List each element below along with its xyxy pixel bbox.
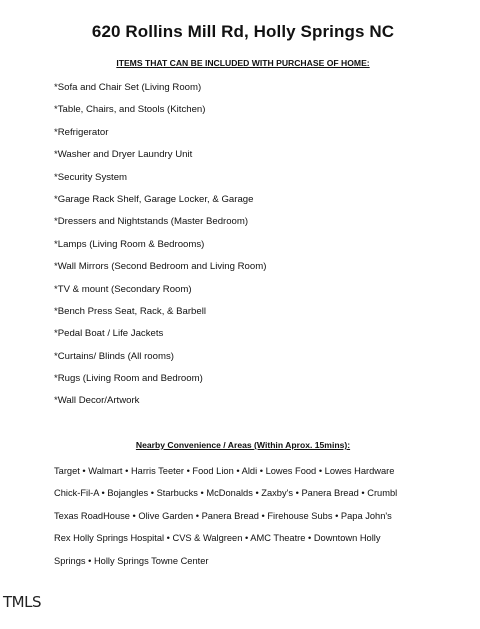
list-item: *Garage Rack Shelf, Garage Locker, & Garage (54, 193, 254, 205)
included-items-heading: ITEMS THAT CAN BE INCLUDED WITH PURCHASE OF HOME: (116, 58, 370, 68)
nearby-line: Chick-Fil-A • Bojangles • Starbucks • McDonalds • Zaxby's • Panera Bread • Crumbl (54, 488, 398, 499)
list-item: *Lamps (Living Room & Bedrooms) (54, 238, 205, 250)
nearby-line: Rex Holly Springs Hospital • CVS & Walgreen • AMC Theatre • Downtown Holly (54, 533, 381, 544)
list-item: *Table, Chairs, and Stools (Kitchen) (54, 104, 206, 116)
included-items-list (54, 82, 266, 418)
list-item: *Refrigerator (54, 126, 109, 138)
nearby-line: Texas RoadHouse • Olive Garden • Panera Bread • Firehouse Subs • Papa John's (54, 510, 392, 521)
list-item: *Curtains/ Blinds (All rooms) (54, 350, 174, 362)
list-item: *Wall Decor/Artwork (54, 395, 140, 407)
list-item: *Washer and Dryer Laundry Unit (54, 149, 193, 161)
tmls-logo: TMLS (3, 593, 41, 611)
nearby-places-paragraph (54, 465, 397, 577)
list-item: *Security System (54, 171, 128, 183)
list-item: *Bench Press Seat, Rack, & Barbell (54, 305, 206, 317)
list-item: *Rugs (Living Room and Bedroom) (54, 373, 203, 385)
list-item: *TV & mount (Secondary Room) (54, 283, 192, 295)
list-item: *Wall Mirrors (Second Bedroom and Living Room) (54, 261, 267, 273)
nearby-heading: Nearby Convenience / Areas (Within Aprox. 15mins): (135, 440, 351, 450)
list-item: *Pedal Boat / Life Jackets (54, 328, 164, 340)
list-item: *Sofa and Chair Set (Living Room) (54, 82, 202, 93)
nearby-line: Springs • Holly Springs Towne Center (54, 555, 209, 566)
list-item: *Dressers and Nightstands (Master Bedroom) (54, 216, 249, 228)
page-title: 620 Rollins Mill Rd, Holly Springs NC (91, 22, 395, 41)
nearby-line: Target • Walmart • Harris Teeter • Food Lion • Aldi • Lowes Food • Lowes Hardware (54, 466, 395, 476)
